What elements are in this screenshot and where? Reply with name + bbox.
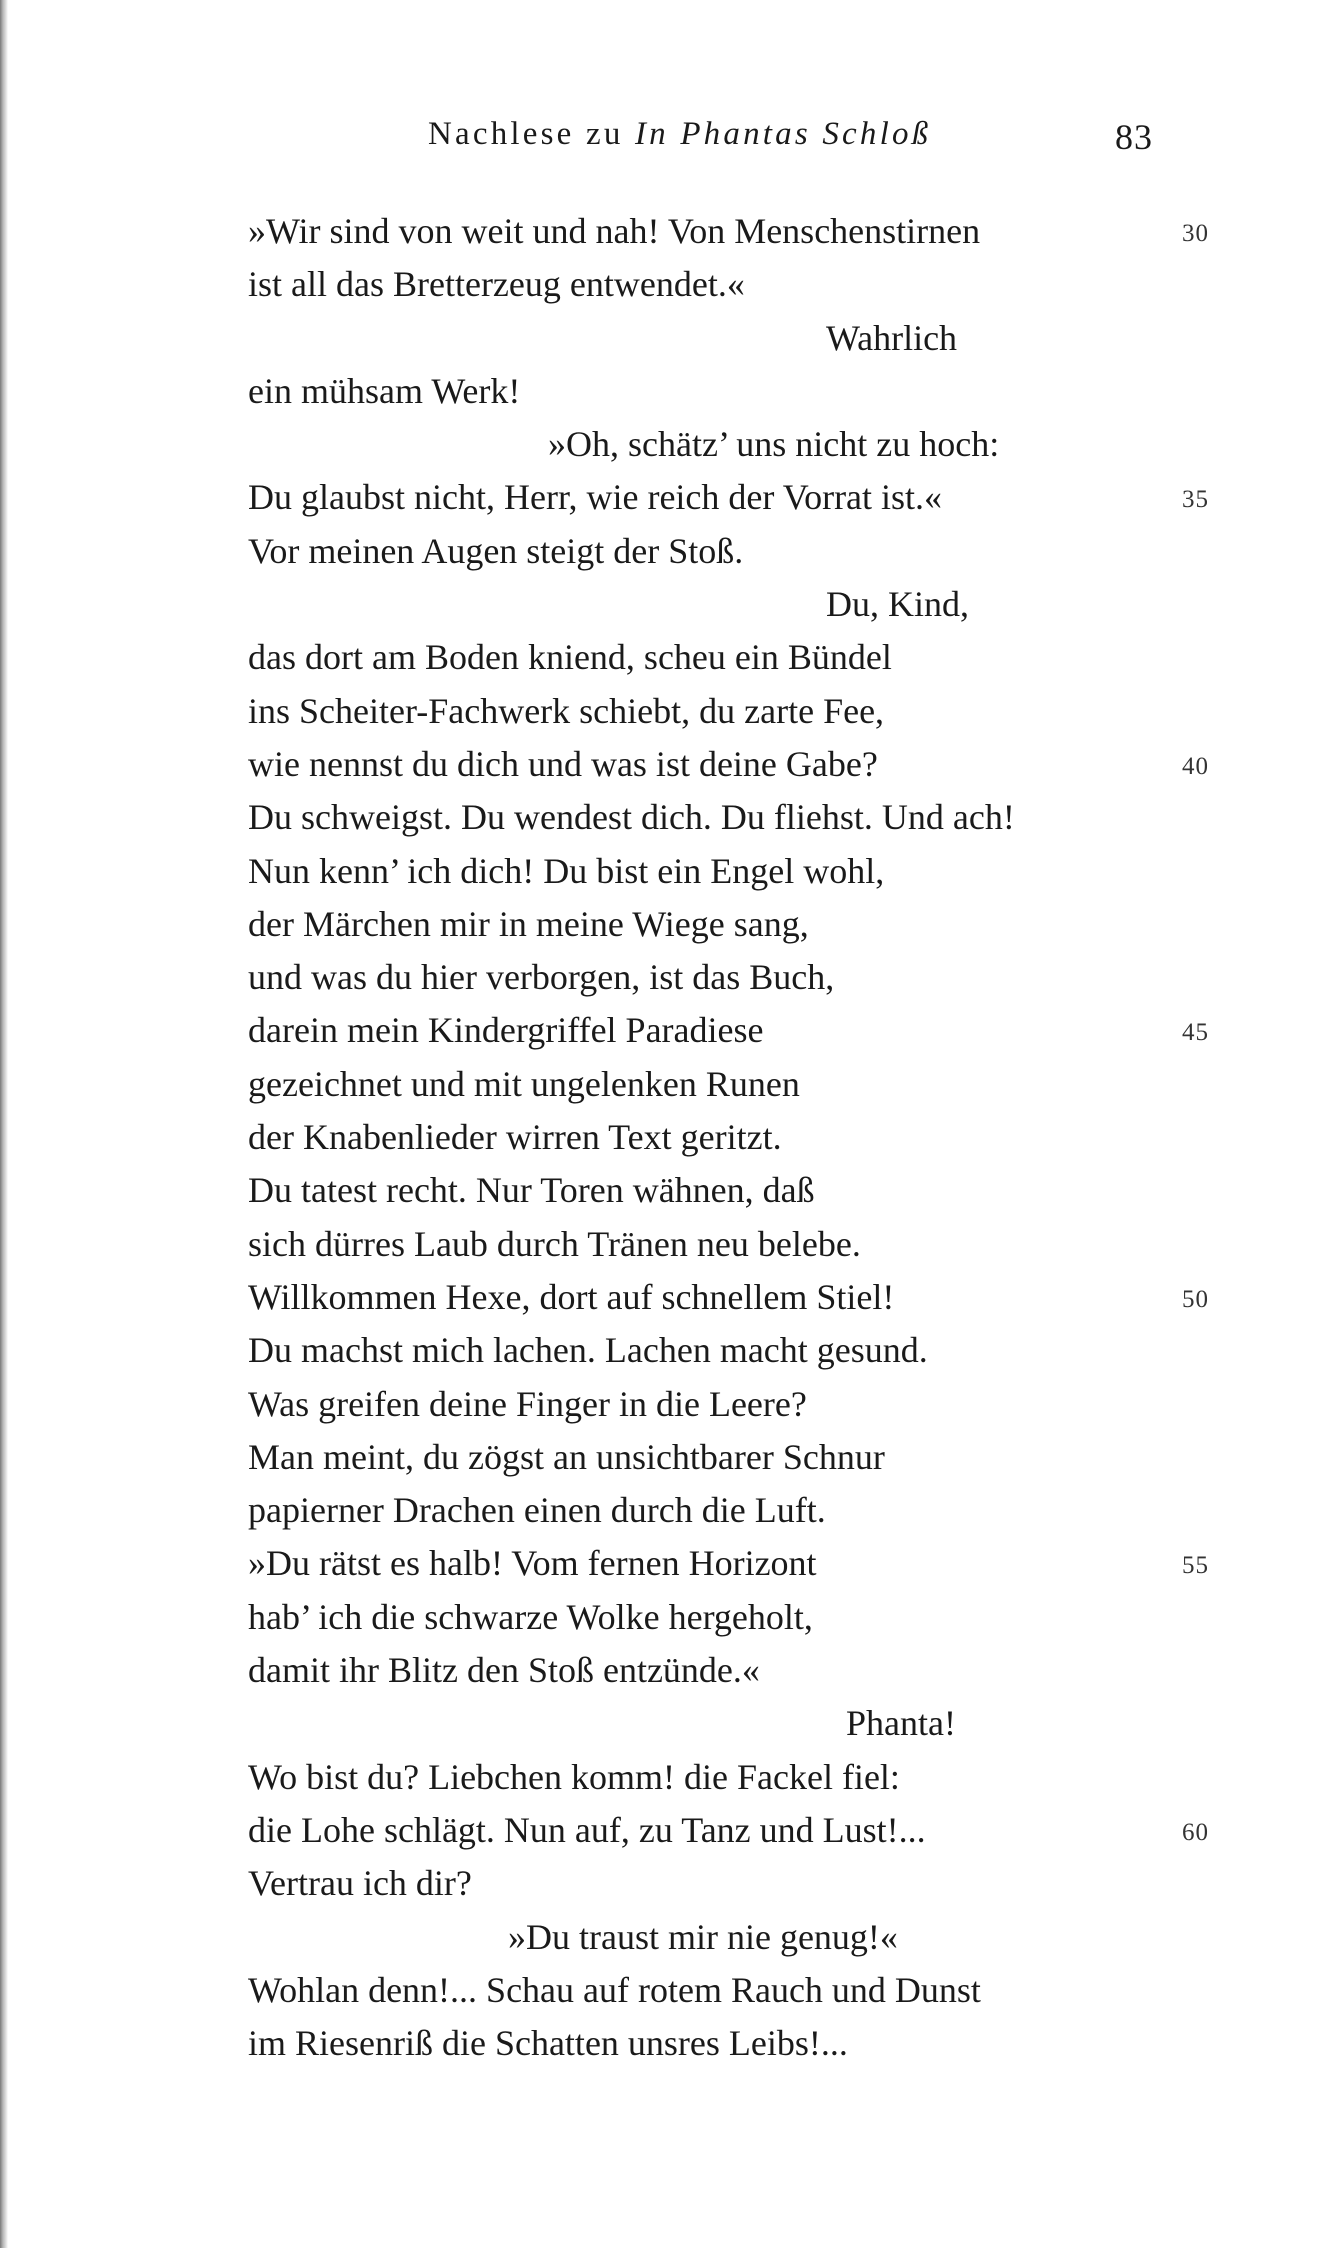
verse-line bbox=[0, 205, 1341, 258]
verse-line-text: Du, Kind, bbox=[826, 584, 969, 625]
verse-line bbox=[0, 845, 1341, 898]
line-number: 60 bbox=[1182, 1818, 1209, 1846]
verse-line bbox=[0, 1324, 1341, 1377]
verse-line-text: »Oh, schätz’ uns nicht zu hoch: bbox=[548, 424, 1000, 465]
verse-line-text: damit ihr Blitz den Stoß entzünde.« bbox=[248, 1650, 760, 1691]
verse-line-text: das dort am Boden kniend, scheu ein Bündel bbox=[248, 637, 892, 678]
verse-line-text: »Du traust mir nie genug!« bbox=[508, 1916, 898, 1957]
verse-line bbox=[0, 1697, 1341, 1750]
verse-block bbox=[0, 205, 1341, 2070]
verse-line bbox=[0, 1164, 1341, 1217]
verse-line bbox=[0, 1058, 1341, 1111]
verse-line-text: sich dürres Laub durch Tränen neu belebe. bbox=[248, 1223, 861, 1264]
verse-line bbox=[0, 1271, 1341, 1324]
verse-line bbox=[0, 1111, 1341, 1164]
verse-line bbox=[0, 1004, 1341, 1057]
page-header bbox=[0, 116, 1341, 176]
verse-line bbox=[0, 578, 1341, 631]
verse-line-text: Du machst mich lachen. Lachen macht gesund. bbox=[248, 1330, 928, 1371]
verse-line-text: papierner Drachen einen durch die Luft. bbox=[248, 1490, 826, 1531]
verse-line bbox=[0, 685, 1341, 738]
verse-line-text: gezeichnet und mit ungelenken Runen bbox=[248, 1063, 800, 1104]
verse-line-text: der Märchen mir in meine Wiege sang, bbox=[248, 903, 809, 944]
verse-line bbox=[0, 2017, 1341, 2070]
line-number: 55 bbox=[1182, 1552, 1209, 1580]
line-number: 35 bbox=[1182, 486, 1209, 514]
verse-line bbox=[0, 1964, 1341, 2017]
verse-line bbox=[0, 1644, 1341, 1697]
line-number: 30 bbox=[1182, 220, 1209, 247]
line-number: 40 bbox=[1182, 752, 1209, 780]
verse-line bbox=[0, 1751, 1341, 1804]
verse-line bbox=[0, 1218, 1341, 1271]
verse-line-text: Wo bist du? Liebchen komm! die Fackel fiel: bbox=[248, 1756, 900, 1797]
verse-line-text: »Du rätst es halb! Vom fernen Horizont bbox=[248, 1543, 817, 1584]
running-head-prefix: Nachlese zu bbox=[428, 116, 624, 152]
verse-line bbox=[0, 791, 1341, 844]
verse-line-text: wie nennst du dich und was ist deine Gabe? bbox=[248, 743, 878, 784]
verse-line bbox=[0, 1911, 1341, 1964]
verse-line bbox=[0, 631, 1341, 684]
verse-line-text: die Lohe schlägt. Nun auf, zu Tanz und Lust!... bbox=[248, 1809, 926, 1850]
verse-line-text: Willkommen Hexe, dort auf schnellem Stiel! bbox=[248, 1276, 895, 1317]
line-number: 45 bbox=[1182, 1019, 1209, 1047]
verse-line-text: Man meint, du zögst an unsichtbarer Schnur bbox=[248, 1436, 885, 1477]
verse-line bbox=[0, 471, 1341, 524]
verse-line-text: Wohlan denn!... Schau auf rotem Rauch und Dunst bbox=[248, 1969, 981, 2010]
line-number: 50 bbox=[1182, 1285, 1209, 1313]
verse-line-text: Du tatest recht. Nur Toren wähnen, daß bbox=[248, 1170, 815, 1211]
verse-line-text: Du glaubst nicht, Herr, wie reich der Vorrat ist.« bbox=[248, 477, 943, 518]
verse-line-text: Wahrlich bbox=[826, 317, 958, 358]
verse-line-text: im Riesenriß die Schatten unsres Leibs!... bbox=[248, 2023, 848, 2064]
page-number: 83 bbox=[1115, 117, 1153, 157]
verse-line-text: »Wir sind von weit und nah! Von Menschenstirnen bbox=[248, 211, 981, 251]
verse-line-text: Phanta! bbox=[846, 1703, 956, 1744]
verse-line bbox=[0, 1431, 1341, 1484]
verse-line bbox=[0, 1378, 1341, 1431]
verse-line bbox=[0, 258, 1341, 311]
verse-line bbox=[0, 1537, 1341, 1590]
verse-line-text: Du schweigst. Du wendest dich. Du fliehst. Und ach! bbox=[248, 797, 1015, 838]
verse-line bbox=[0, 1484, 1341, 1537]
verse-line bbox=[0, 738, 1341, 791]
verse-line-text: ist all das Bretterzeug entwendet.« bbox=[248, 264, 745, 305]
verse-line bbox=[0, 1591, 1341, 1644]
verse-line bbox=[0, 898, 1341, 951]
verse-line-text: Vertrau ich dir? bbox=[248, 1863, 472, 1904]
verse-line bbox=[0, 1804, 1341, 1857]
verse-line-text: darein mein Kindergriffel Paradiese bbox=[248, 1010, 764, 1051]
verse-line-text: Was greifen deine Finger in die Leere? bbox=[248, 1383, 807, 1424]
running-head-title: In Phantas Schloß bbox=[634, 116, 932, 152]
verse-line-text: Vor meinen Augen steigt der Stoß. bbox=[248, 530, 744, 571]
verse-line-text: und was du hier verborgen, ist das Buch, bbox=[248, 957, 835, 998]
verse-line bbox=[0, 418, 1341, 471]
verse-line bbox=[0, 951, 1341, 1004]
verse-line bbox=[0, 525, 1341, 578]
verse-line-text: ein mühsam Werk! bbox=[248, 370, 521, 411]
verse-line-text: ins Scheiter-Fachwerk schiebt, du zarte Fee, bbox=[248, 690, 885, 731]
verse-line bbox=[0, 1857, 1341, 1910]
verse-line-text: der Knabenlieder wirren Text geritzt. bbox=[248, 1117, 782, 1158]
running-head bbox=[428, 116, 931, 153]
verse-line bbox=[0, 312, 1341, 365]
verse-line-text: Nun kenn’ ich dich! Du bist ein Engel wohl, bbox=[248, 850, 885, 891]
verse-line-text: hab’ ich die schwarze Wolke hergeholt, bbox=[248, 1596, 813, 1637]
verse-line bbox=[0, 365, 1341, 418]
